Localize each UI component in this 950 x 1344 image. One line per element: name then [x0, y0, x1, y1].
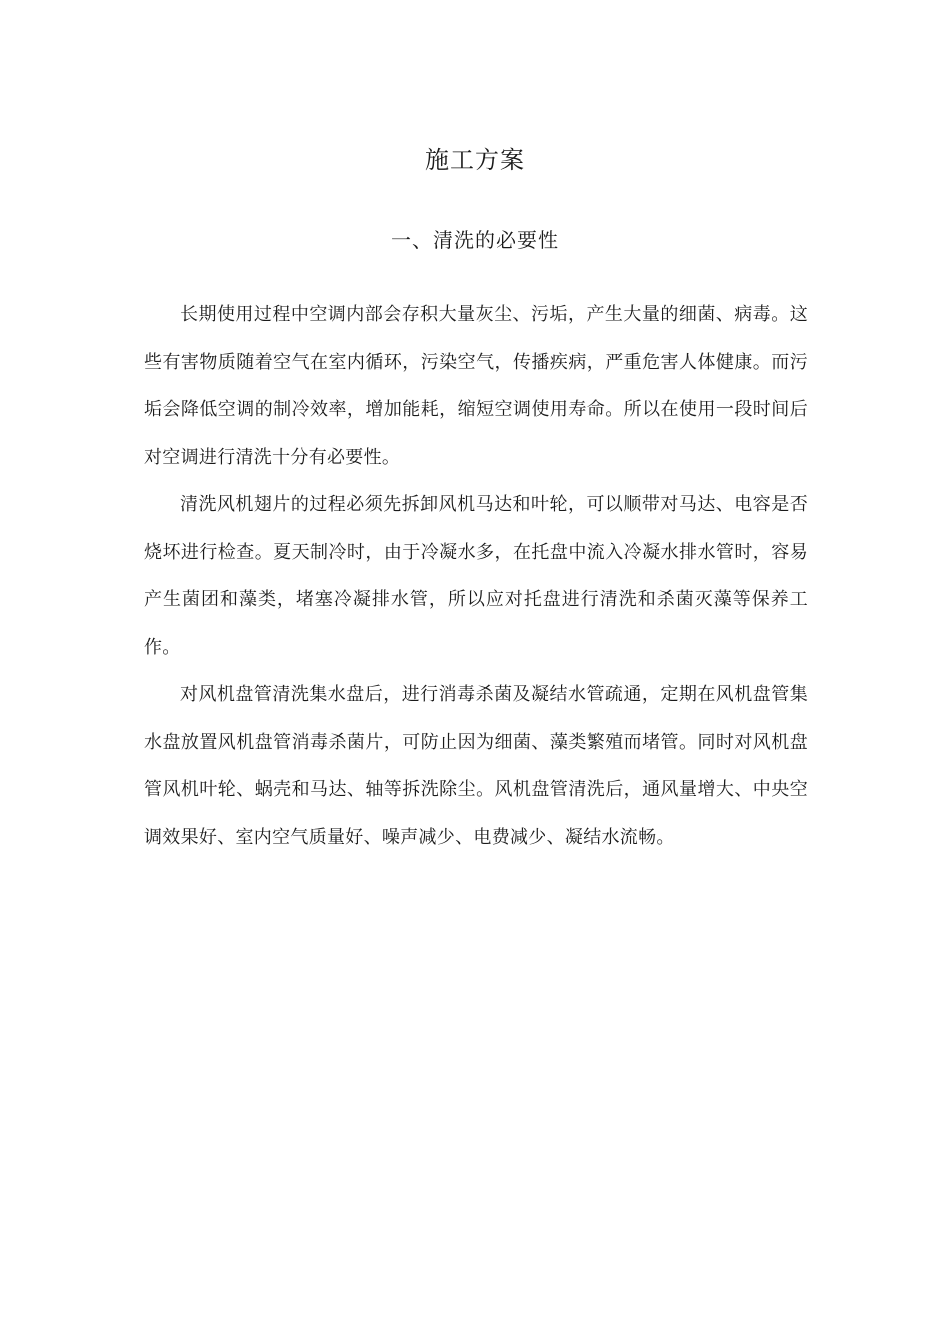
- paragraph-1: 长期使用过程中空调内部会存积大量灰尘、污垢，产生大量的细菌、病毒。这些有害物质随着空气在室内循环，污染空气，传播疾病，严重危害人体健康。而污垢会降低空调的制冷效率，增加能耗，缩短空调使用寿命。所以在使用一段时间后对空调进行清洗十分有必要性。: [144, 304, 808, 468]
- paragraph-2: 清洗风机翅片的过程必须先拆卸风机马达和叶轮，可以顺带对马达、电容是否烧坏进行检查。夏天制冷时，由于冷凝水多，在托盘中流入冷凝水排水管时，容易产生菌团和藻类，堵塞冷凝排水管，所以应对托盘进行清洗和杀菌灭藻等保养工作。: [144, 494, 808, 658]
- body-text: [144, 291, 808, 861]
- paragraph-3: 对风机盘管清洗集水盘后，进行消毒杀菌及凝结水管疏通，定期在风机盘管集水盘放置风机盘管消毒杀菌片，可防止因为细菌、藻类繁殖而堵管。同时对风机盘管风机叶轮、蜗壳和马达、轴等拆洗除尘。风机盘管清洗后，通风量增大、中央空调效果好、室内空气质量好、噪声减少、电费减少、凝结水流畅。: [144, 684, 808, 848]
- section-heading: 一、清洗的必要性: [391, 228, 559, 252]
- document-title: 施工方案: [425, 146, 525, 174]
